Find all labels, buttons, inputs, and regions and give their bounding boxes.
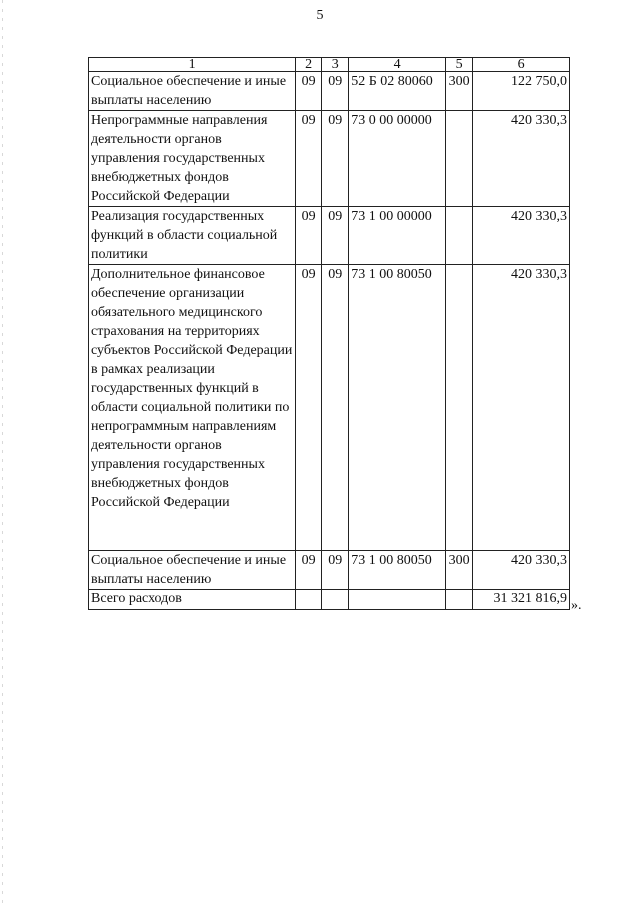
row-section: 09 <box>296 551 322 590</box>
row-expense-type <box>446 111 473 207</box>
row-expense-type <box>446 207 473 265</box>
row-section: 09 <box>296 265 322 551</box>
row-section: 09 <box>296 111 322 207</box>
table-row <box>89 551 570 590</box>
total-amount: 31 321 816,9 <box>473 590 570 610</box>
header-col-4: 4 <box>349 58 446 72</box>
header-col-6: 6 <box>473 58 570 72</box>
row-amount: 420 330,3 <box>473 265 570 551</box>
row-subsection: 09 <box>322 551 349 590</box>
row-section: 09 <box>296 72 322 111</box>
row-target-code: 73 0 00 00000 <box>349 111 446 207</box>
table-row <box>89 72 570 111</box>
row-amount: 122 750,0 <box>473 72 570 111</box>
table-row <box>89 111 570 207</box>
row-amount: 420 330,3 <box>473 207 570 265</box>
row-target-code: 73 1 00 00000 <box>349 207 446 265</box>
table-row <box>89 207 570 265</box>
row-target-code: 73 1 00 80050 <box>349 551 446 590</box>
table-row <box>89 265 570 551</box>
row-name: Реализация государственных функций в области социальной политики <box>89 207 296 265</box>
row-expense-type: 300 <box>446 551 473 590</box>
row-name: Непрограммные направления деятельности органов управления государственных внебюджетных фондов Российской Федерации <box>89 111 296 207</box>
total-empty-cell <box>322 590 349 610</box>
header-col-3: 3 <box>322 58 349 72</box>
row-subsection: 09 <box>322 111 349 207</box>
header-col-5: 5 <box>446 58 473 72</box>
budget-table <box>88 57 570 610</box>
row-subsection: 09 <box>322 72 349 111</box>
row-subsection: 09 <box>322 207 349 265</box>
row-target-code: 52 Б 02 80060 <box>349 72 446 111</box>
row-amount: 420 330,3 <box>473 551 570 590</box>
table-header-row <box>89 58 570 72</box>
closing-quote-mark: ». <box>571 598 582 613</box>
total-label: Всего расходов <box>89 590 296 610</box>
total-empty-cell <box>349 590 446 610</box>
row-expense-type <box>446 265 473 551</box>
row-section: 09 <box>296 207 322 265</box>
row-target-code: 73 1 00 80050 <box>349 265 446 551</box>
scan-edge <box>2 0 3 905</box>
row-subsection: 09 <box>322 265 349 551</box>
row-name: Дополнительное финансовое обеспечение организации обязательного медицинского страхования на территориях субъектов Российской Федерации в рамках реализации государственных функций в области социальной политики по непрограммным направлениям деятельности органов управления государственных внебюджетных фондов Российской Федерации <box>89 265 296 551</box>
total-empty-cell <box>296 590 322 610</box>
total-empty-cell <box>446 590 473 610</box>
row-name: Социальное обеспечение и иные выплаты населению <box>89 551 296 590</box>
header-col-2: 2 <box>296 58 322 72</box>
page-number: 5 <box>316 8 324 23</box>
header-col-1: 1 <box>89 58 296 72</box>
row-name: Социальное обеспечение и иные выплаты населению <box>89 72 296 111</box>
row-amount: 420 330,3 <box>473 111 570 207</box>
total-row <box>89 590 570 610</box>
row-expense-type: 300 <box>446 72 473 111</box>
